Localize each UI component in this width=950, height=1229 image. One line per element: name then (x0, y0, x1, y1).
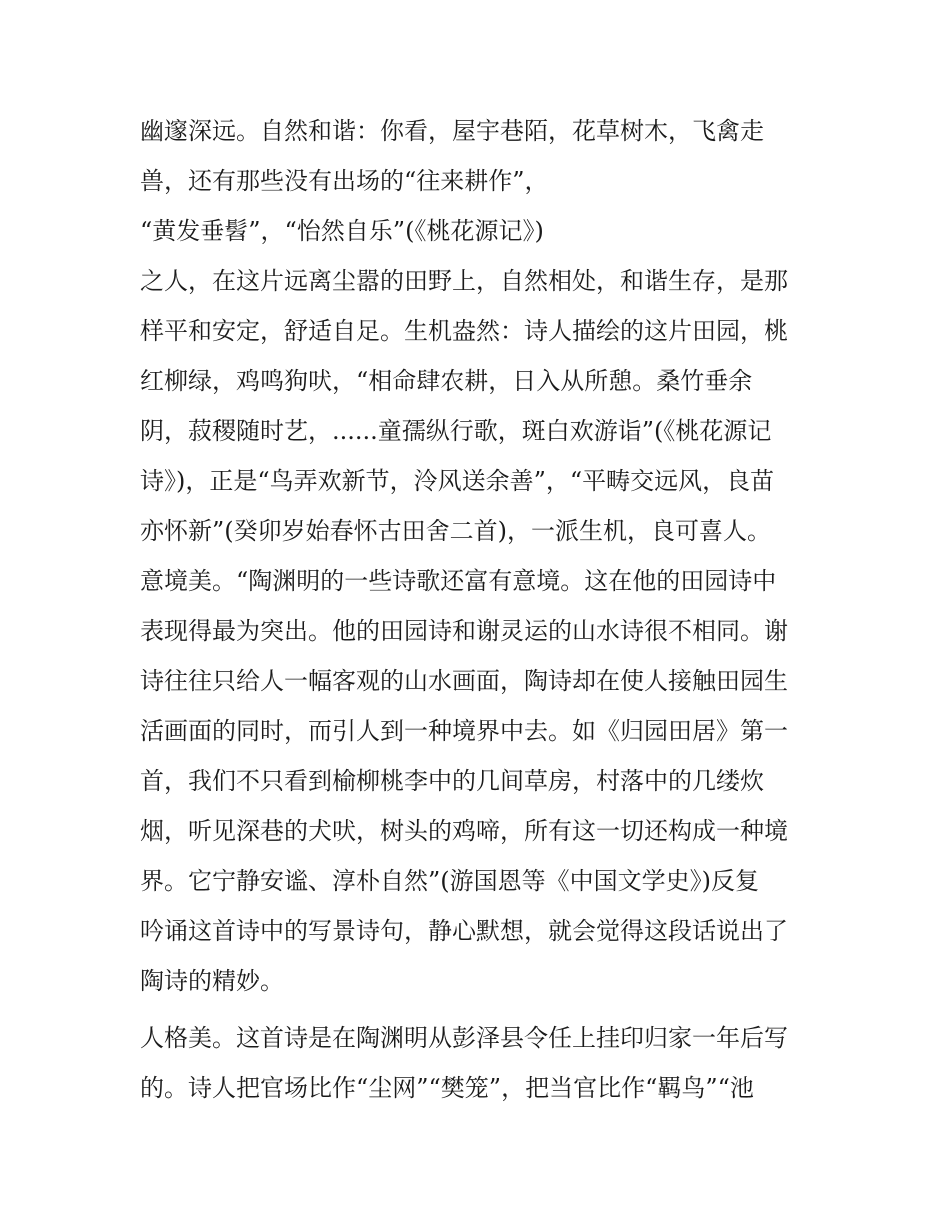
text-line: 兽，还有那些没有出场的“往来耕作”， (140, 167, 549, 195)
text-line: 人格美。这首诗是在陶渊明从彭泽县令任上挂印归家一年后写 (140, 1024, 788, 1052)
text-line: 红柳绿，鸡鸣狗吠，“相命肆农耕，日入从所憩。桑竹垂余 (140, 367, 753, 395)
text-line: 活画面的同时，而引人到一种境界中去。如《归园田居》第一 (140, 717, 788, 745)
text-line: 样平和安定，舒适自足。生机盎然：诗人描绘的这片田园，桃 (140, 317, 788, 345)
text-line: 阴，菽稷随时艺，......童孺纵行歌，斑白欢游诣”(《桃花源记 (140, 417, 772, 445)
text-line: 意境美。“陶渊明的一些诗歌还富有意境。这在他的田园诗中 (140, 567, 777, 595)
text-line: “黄发垂髫”，“怡然自乐”(《桃花源记》) (140, 217, 544, 245)
text-line: 之人，在这片远离尘嚣的田野上，自然相处，和谐生存，是那 (140, 267, 788, 295)
text-line: 烟，听见深巷的犬吠，树头的鸡啼，所有这一切还构成一种境 (140, 817, 788, 845)
text-line: 诗往往只给人一幅客观的山水画面，陶诗却在使人接触田园生 (140, 667, 788, 695)
text-line: 表现得最为突出。他的田园诗和谢灵运的山水诗很不相同。谢 (140, 617, 788, 645)
text-line: 诗》)，正是“鸟弄欢新节，泠风送余善”，“平畴交远风，良苗 (140, 467, 775, 495)
text-line: 首，我们不只看到榆柳桃李中的几间草房，村落中的几缕炊 (140, 767, 764, 795)
text-line: 吟诵这首诗中的写景诗句，静心默想，就会觉得这段话说出了 (140, 917, 788, 945)
text-line: 亦怀新”(癸卯岁始春怀古田舍二首)，一派生机，良可喜人。 (140, 517, 771, 545)
text-line: 幽邃深远。自然和谐：你看，屋宇巷陌，花草树木，飞禽走 (140, 117, 764, 145)
text-line: 的。诗人把官场比作“尘网”“樊笼”，把当官比作“羁鸟”“池 (140, 1074, 754, 1102)
text-line: 界。它宁静安谧、淳朴自然”(游国恩等《中国文学史》)反复 (140, 867, 759, 895)
text-line: 陶诗的精妙。 (140, 967, 284, 995)
